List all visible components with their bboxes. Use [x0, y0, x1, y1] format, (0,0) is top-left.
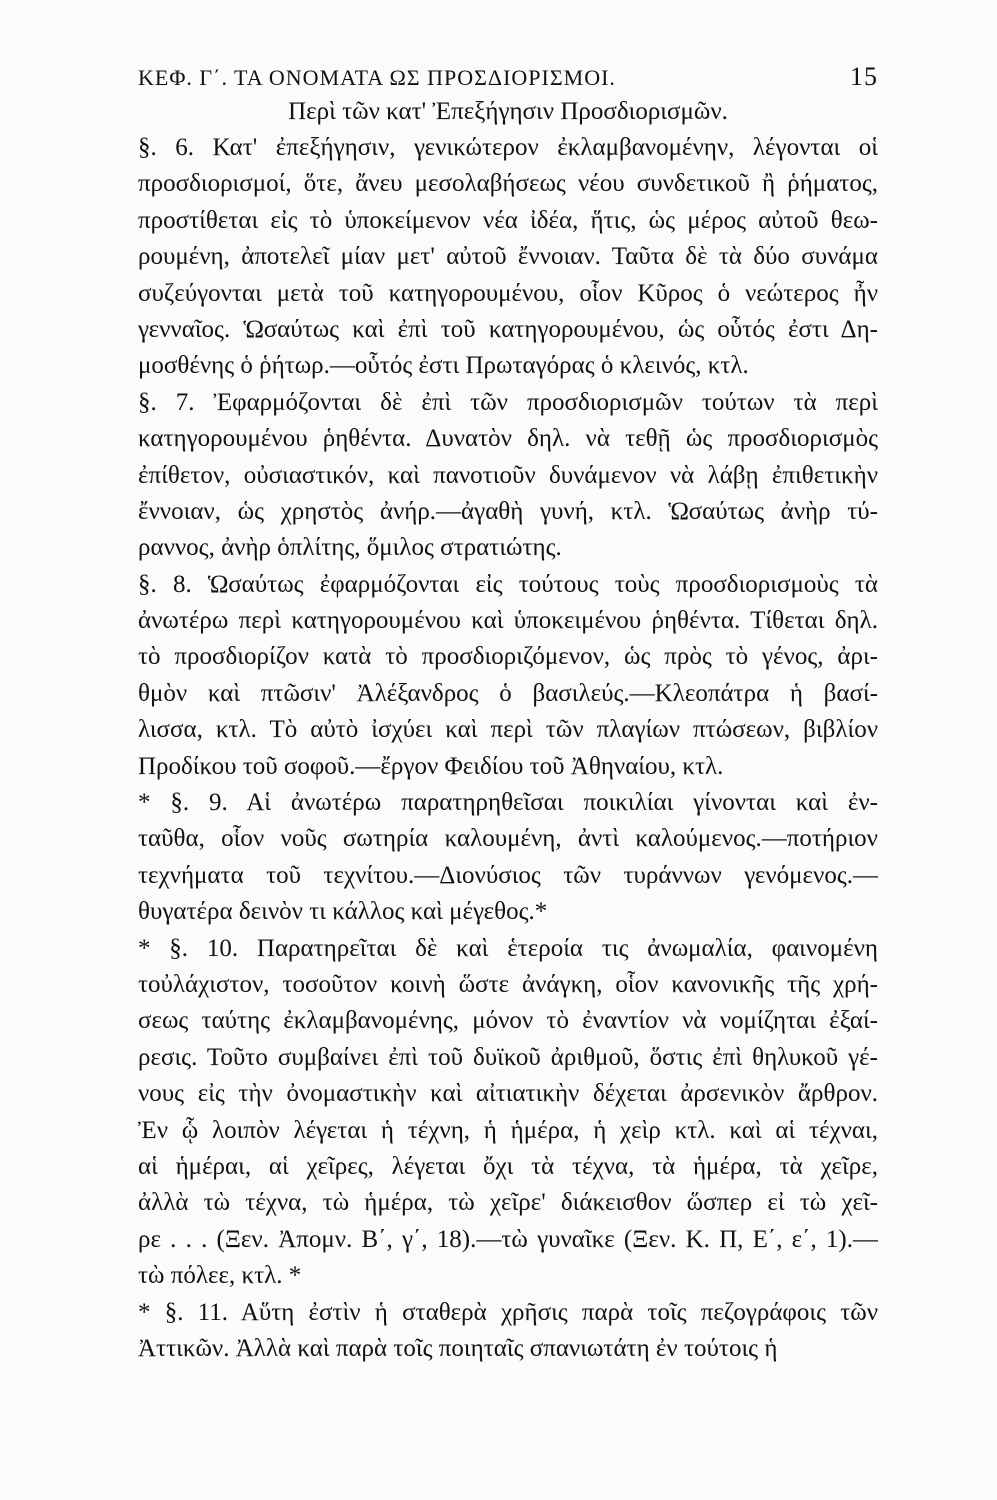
text-line: Ἐν ᾧ λοιπὸν λέγεται ἡ τέχνη, ἡ ἡμέρα, ἡ χεὶρ κτλ. καὶ αἱ τέχναι,: [138, 1116, 878, 1144]
text-line: λισσα, κτλ. Τὸ αὐτὸ ἰσχύει καὶ περὶ τῶν πλαγίων πτώσεων, βιβλίον: [138, 716, 878, 744]
text-line: προστίθεται εἰς τὸ ὑποκείμενον νέα ἰδέα, ἥτις, ὡς μέρος αὐτοῦ θεω-: [138, 206, 878, 234]
text-line: ρουμένη, ἀποτελεῖ μίαν μετ' αὐτοῦ ἔννοιαν. Ταῦτα δὲ τὰ δύο συνάμα: [138, 243, 878, 271]
text-line: αἱ ἡμέραι, αἱ χεῖρες, λέγεται ὄχι τὰ τέχνα, τὰ ἡμέρα, τὰ χεῖρε,: [138, 1152, 878, 1180]
text-line: συζεύγονται μετὰ τοῦ κατηγορουμένου, οἷον Κῦρος ὁ νεώτερος ἦν: [138, 279, 878, 307]
text-line: Προδίκου τοῦ σοφοῦ.—ἔργον Φειδίου τοῦ Ἀθηναίου, κτλ.: [138, 752, 724, 780]
text-line: κατηγορουμένου ῥηθέντα. Δυνατὸν δηλ. νὰ τεθῇ ὡς προσδιορισμὸς: [138, 425, 878, 453]
text-line: νους εἰς τὴν ὀνομαστικὴν καὶ αἰτιατικὴν δέχεται ἀρσενικὸν ἄρθρον.: [138, 1080, 878, 1108]
text-line: ἀλλὰ τὼ τέχνα, τὼ ἡμέρα, τὼ χεῖρε' διάκεισθον ὥσπερ εἰ τὼ χεῖ-: [138, 1189, 878, 1217]
text-line: σεως ταύτης ἐκλαμβανομένης, μόνον τὸ ἐναντίον νὰ νομίζηται ἐξαί-: [138, 1007, 878, 1035]
text-line: §. 8. Ὡσαύτως ἐφαρμόζονται εἰς τούτους τοὺς προσδιορισμοὺς τὰ: [138, 570, 878, 598]
text-line: μοσθένης ὁ ῥήτωρ.—οὗτός ἐστι Πρωταγόρας ὁ κλεινός, κτλ.: [138, 352, 749, 380]
text-line: ἔννοιαν, ὡς χρηστὸς ἀνήρ.—ἀγαθὴ γυνή, κτλ. Ὡσαύτως ἀνὴρ τύ-: [138, 497, 878, 525]
text-line: * §. 9. Αἱ ἀνωτέρω παρατηρηθεῖσαι ποικιλίαι γίνονται καὶ ἐν-: [138, 789, 878, 817]
text-line: τὸ προσδιορίζον κατὰ τὸ προσδιοριζόμενον, ὡς πρὸς τὸ γένος, ἀρι-: [138, 643, 878, 671]
text-line: ρεσις. Τοῦτο συμβαίνει ἐπὶ τοῦ δυϊκοῦ ἀριθμοῦ, ὅστις ἐπὶ θηλυκοῦ γέ-: [138, 1043, 878, 1071]
text-line: ἐπίθετον, οὐσιαστικόν, καὶ πανοτιοῦν δυνάμενον νὰ λάβῃ ἐπιθετικὴν: [138, 461, 878, 489]
text-line: ἀνωτέρω περὶ κατηγορουμένου καὶ ὑποκειμένου ῥηθέντα. Τίθεται δηλ.: [138, 607, 878, 635]
text-line: γενναῖος. Ὡσαύτως καὶ ἐπὶ τοῦ κατηγορουμένου, ὡς οὗτός ἐστι Δη-: [138, 315, 878, 343]
text-line: προσδιορισμοί, ὅτε, ἄνευ μεσολαβήσεως νέου συνδετικοῦ ἢ ῥήματος,: [138, 170, 878, 198]
page-number: 15: [850, 62, 878, 91]
text-line: * §. 10. Παρατηρεῖται δὲ καὶ ἑτεροία τις ἀνωμαλία, φαινομένη: [138, 934, 878, 962]
text-line: ρε . . . (Ξεν. Ἀπομν. Β΄, γ΄, 18).—τὼ γυναῖκε (Ξεν. Κ. Π, Ε΄, ε΄, 1).—: [138, 1225, 878, 1253]
text-line: §. 6. Κατ' ἐπεξήγησιν, γενικώτερον ἐκλαμβανομένην, λέγονται οἱ: [138, 134, 878, 161]
running-title: ΚΕΦ. Γ΄. ΤΑ ΟΝΟΜΑΤΑ ΩΣ ΠΡΟΣΔΙΟΡΙΣΜΟΙ.: [138, 65, 616, 90]
text-body: [138, 130, 878, 1367]
text-line: θυγατέρα δεινὸν τι κάλλος καὶ μέγεθος.*: [138, 898, 548, 926]
page-body: [138, 62, 878, 1367]
text-line: * §. 11. Αὕτη ἐστὶν ἡ σταθερὰ χρῆσις παρὰ τοῖς πεζογράφοις τῶν: [138, 1298, 878, 1326]
text-line: ταῦθα, οἷον νοῦς σωτηρία καλουμένη, ἀντὶ καλούμενος.—ποτήριον: [138, 825, 878, 853]
text-line: ραννος, ἀνὴρ ὁπλίτης, ὅμιλος στρατιώτης.: [138, 534, 562, 562]
text-line: θμὸν καὶ πτῶσιν' Ἀλέξανδρος ὁ βασιλεύς.—Κλεοπάτρα ἡ βασί-: [138, 679, 878, 707]
text-line: τοὐλάχιστον, τοσοῦτον κοινὴ ὥστε ἀνάγκη, οἷον κανονικῆς τῆς χρή-: [138, 970, 878, 998]
text-line: τὼ πόλεε, κτλ. *: [138, 1262, 302, 1290]
running-head: [138, 62, 878, 92]
text-line: Ἀττικῶν. Ἀλλὰ καὶ παρὰ τοῖς ποιηταῖς σπανιωτάτη ἐν τούτοις ἡ: [138, 1334, 778, 1362]
section-title: Περὶ τῶν κατ' Ἐπεξήγησιν Προσδιορισμῶν.: [288, 98, 728, 125]
text-line: τεχνήματα τοῦ τεχνίτου.—Διονύσιος τῶν τυράννων γενόμενος.—: [138, 861, 878, 889]
text-line: §. 7. Ἐφαρμόζονται δὲ ἐπὶ τῶν προσδιορισμῶν τούτων τὰ περὶ: [138, 388, 878, 416]
